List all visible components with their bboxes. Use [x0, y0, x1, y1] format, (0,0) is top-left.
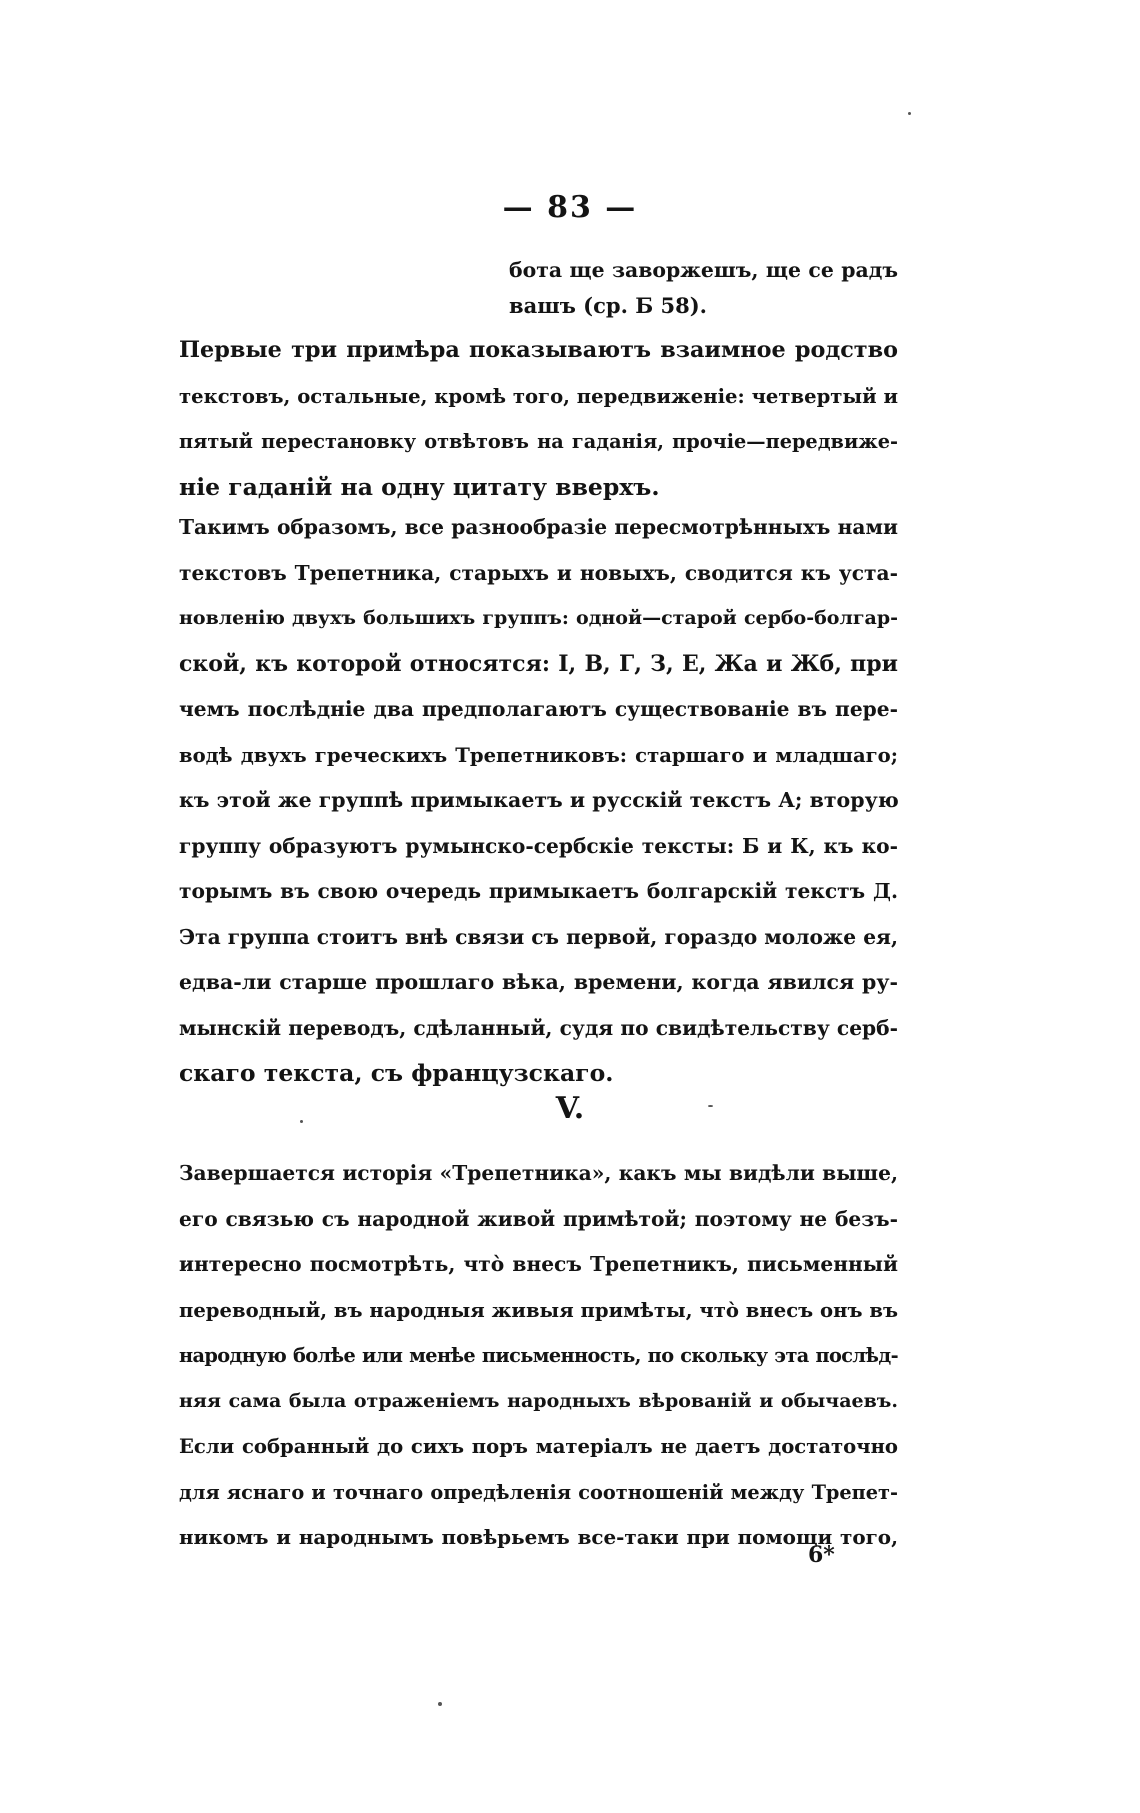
text-line: никомъ и народнымъ повѣрьемъ все-таки при помощи того,: [179, 1525, 898, 1549]
text-line: едва-ли старше прошлаго вѣка, времени, когда явился ру-: [179, 970, 898, 994]
ink-speck: [908, 112, 911, 115]
text-line: Если собранный до сихъ поръ матеріалъ не даетъ достаточно: [179, 1435, 898, 1458]
text-line: скаго текста, съ французскаго.: [179, 1059, 614, 1087]
ink-speck: [708, 1105, 713, 1107]
text-line: для яснаго и точнаго опредѣленія соотношеній между Трепет-: [179, 1480, 898, 1504]
text-line: няя сама была отраженіемъ народныхъ вѣрованій и обычаевъ.: [179, 1389, 898, 1412]
text-line: пятый перестановку отвѣтовъ на гаданія, прочіе—передвиже-: [179, 430, 898, 453]
text-line: чемъ послѣдніе два предполагаютъ существованіе въ пере-: [179, 697, 898, 721]
text-line: текстовъ Трепетника, старыхъ и новыхъ, сводится къ уста-: [179, 560, 898, 585]
text-line: мынскій переводъ, сдѣланный, судя по свидѣтельству серб-: [179, 1015, 898, 1040]
text-line: Такимъ образомъ, все разнообразіе пересмотрѣнныхъ нами: [179, 515, 898, 539]
text-line: ніе гаданій на одну цитату вверхъ.: [179, 472, 660, 501]
text-line: текстовъ, остальные, кромѣ того, передвиженіе: четвертый и: [179, 384, 898, 408]
paragraph-3: [179, 1151, 898, 1561]
signature-mark: 6*: [808, 1542, 835, 1568]
text-line: водѣ двухъ греческихъ Трепетниковъ: старшаго и младшаго;: [179, 743, 898, 767]
text-line: торымъ въ свою очередь примыкаетъ болгарскій текстъ Д.: [179, 879, 898, 903]
quote-line: бота ще заворжешъ, ще се радъ: [509, 258, 898, 282]
paragraph-2: [179, 505, 898, 1097]
text-line: переводный, въ народныя живыя примѣты, что̀ внесъ онъ въ: [179, 1298, 898, 1322]
page-number: — 83 —: [502, 190, 638, 225]
text-line: къ этой же группѣ примыкаетъ и русскій текстъ А; вторую: [179, 788, 899, 812]
text-line: его связью съ народной живой примѣтой; поэтому не безъ-: [179, 1206, 898, 1231]
text-line: группу образуютъ румынско-сербскіе тексты: Б и К, къ ко-: [179, 833, 898, 858]
text-line: Завершается исторія «Трепетника», какъ мы видѣли выше,: [179, 1161, 898, 1185]
ink-speck: [438, 1702, 442, 1706]
quote-line: вашъ (ср. Б 58).: [509, 293, 707, 318]
section-heading: V.: [555, 1091, 585, 1126]
quote-continuation: [509, 253, 898, 323]
text-line: Первые три примѣра показываютъ взаимное родство: [179, 337, 898, 363]
paragraph-1: [179, 328, 898, 510]
text-line: ской, къ которой относятся: І, В, Г, З, Е, Жа и Жб, при: [179, 650, 898, 677]
text-line: интересно посмотрѣть, что̀ внесъ Трепетникъ, письменный: [179, 1252, 898, 1276]
text-line: Эта группа стоитъ внѣ связи съ первой, гораздо моложе ея,: [179, 924, 898, 949]
text-line: народную болѣе или менѣе письменность, по скольку эта послѣд-: [179, 1344, 898, 1367]
text-line: новленію двухъ большихъ группъ: одной—старой сербо-болгар-: [179, 607, 898, 629]
ink-speck: [300, 1120, 303, 1123]
